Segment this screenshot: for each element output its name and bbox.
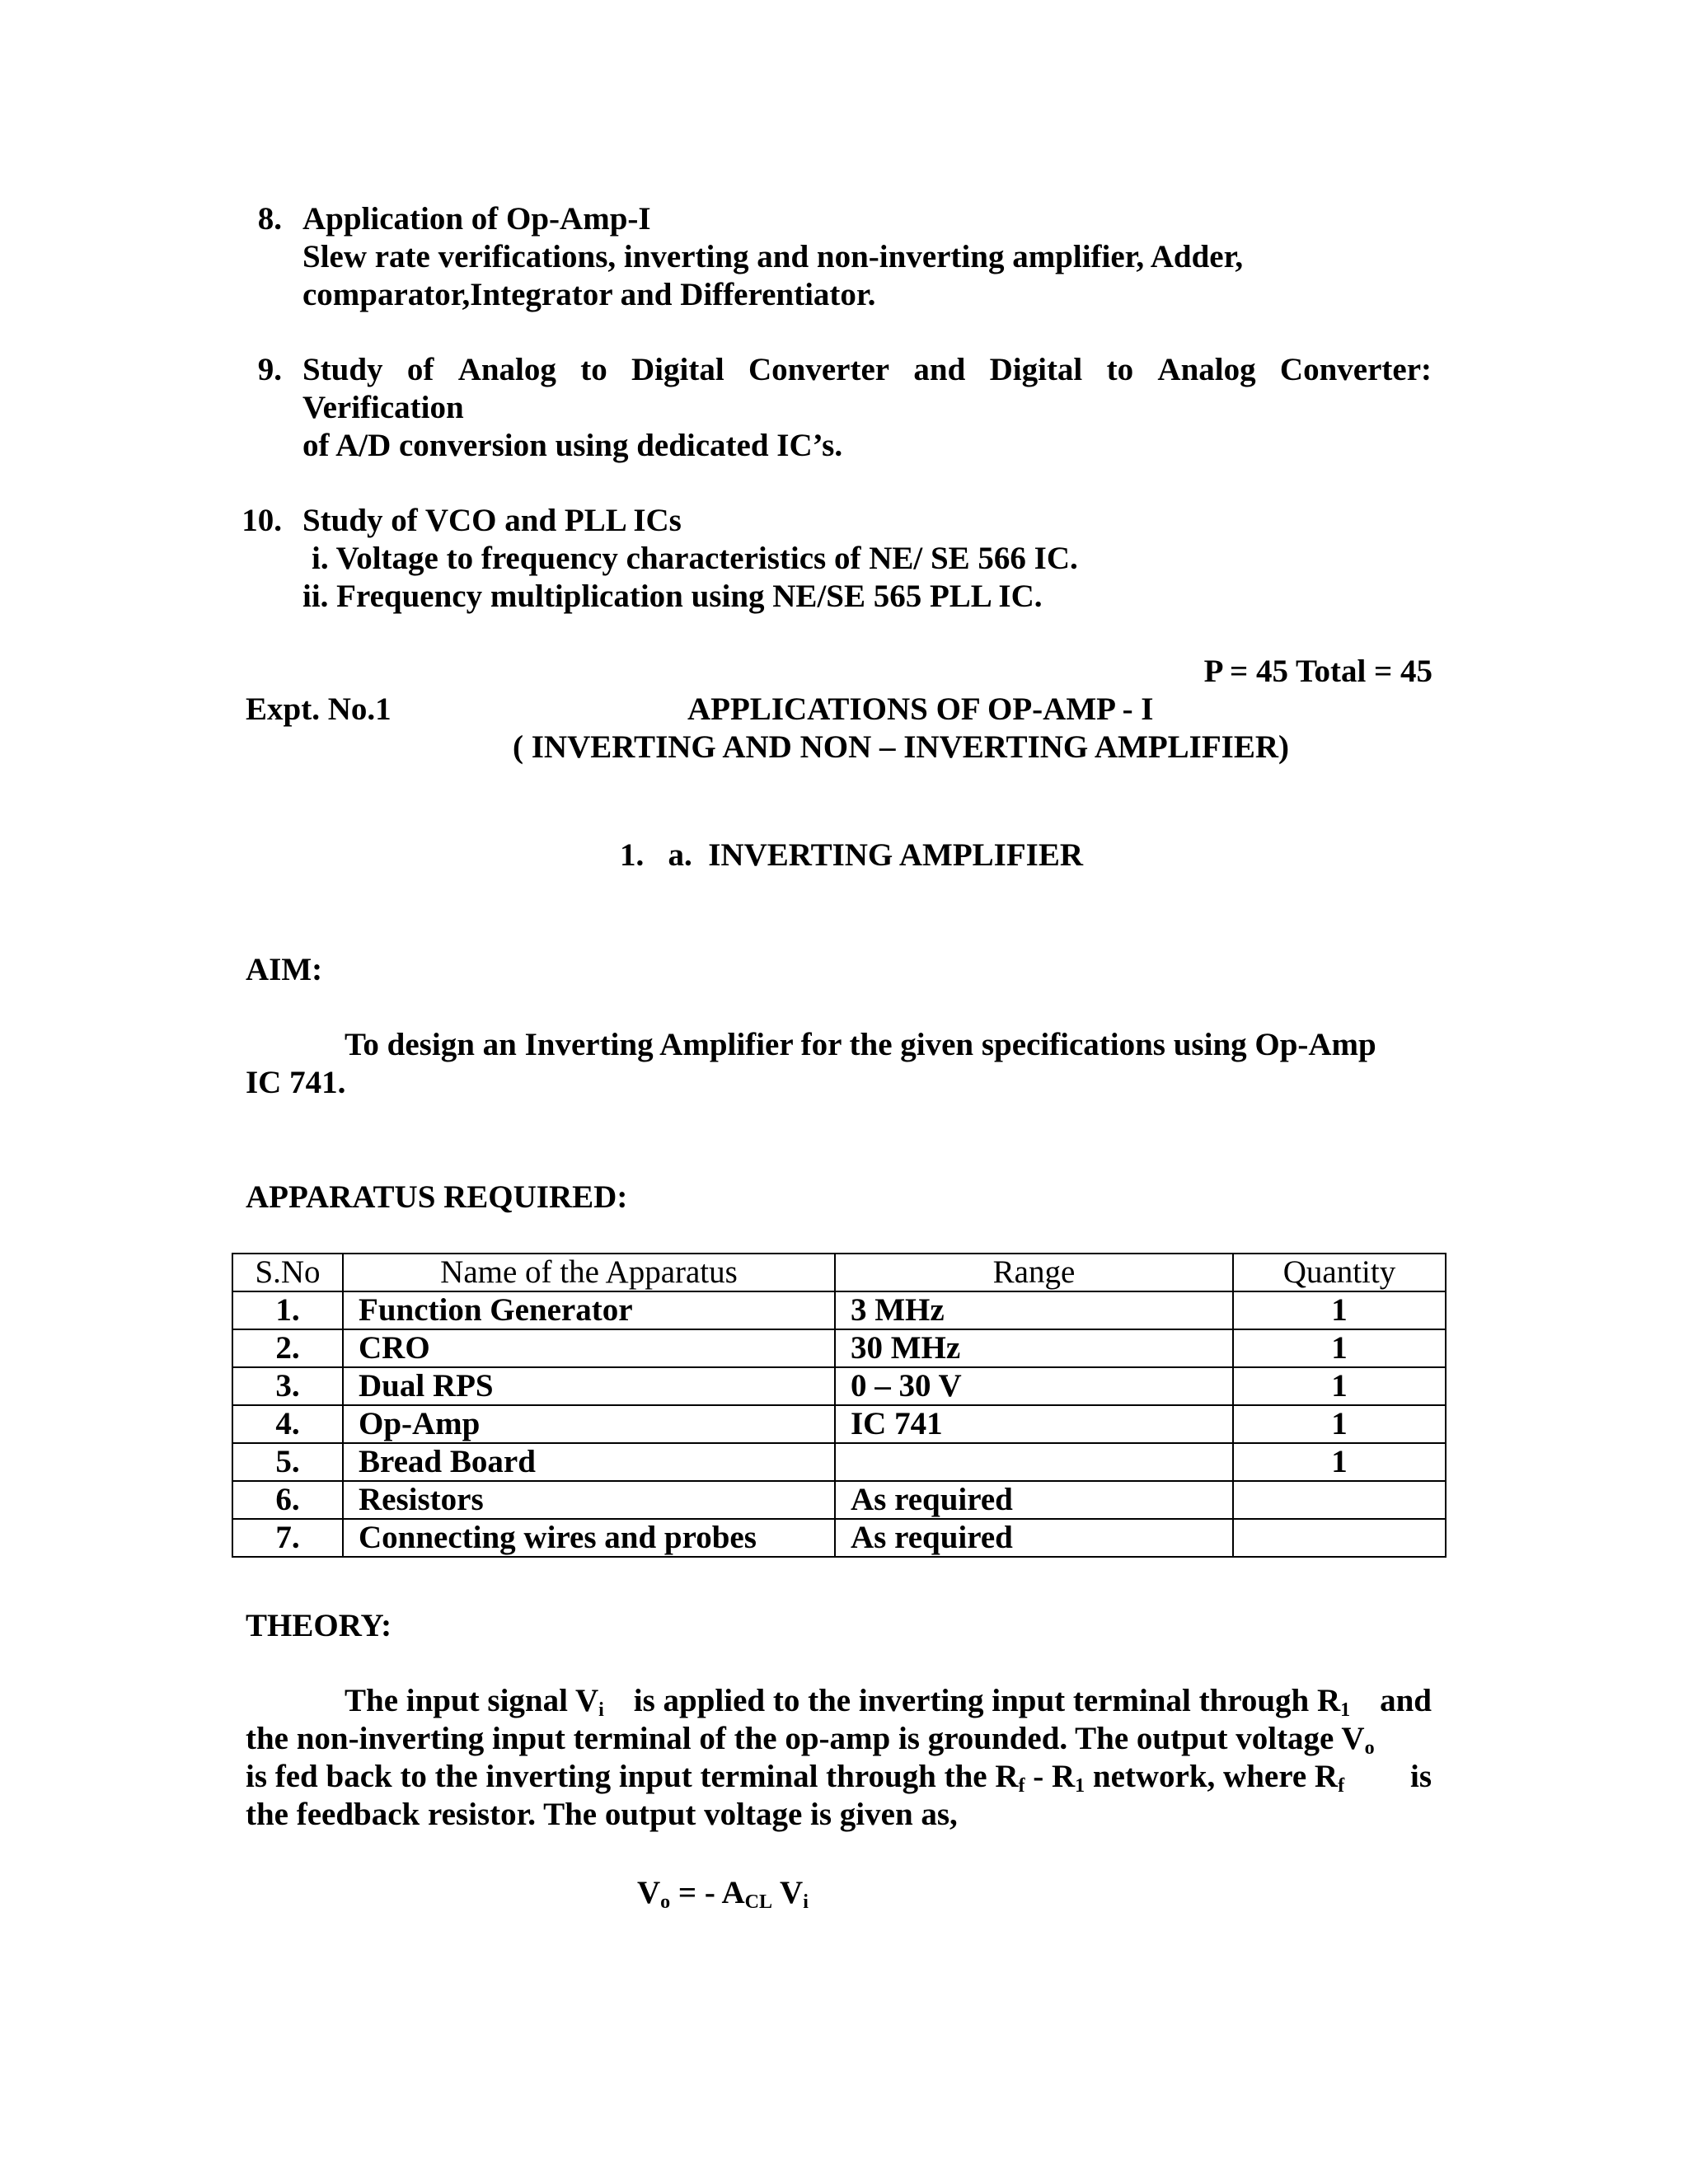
apparatus-table [232,1253,1447,1558]
cell-name: CRO [343,1329,835,1367]
item-10-title: Study of VCO and PLL ICs [302,503,682,538]
item-9-word: Analog [457,352,556,387]
table-row [232,1291,1446,1329]
cell-quantity: 1 [1233,1367,1446,1405]
cell-sno: 7. [232,1519,343,1557]
theory-text: is [1409,1759,1432,1794]
cell-range: As required [835,1481,1233,1519]
table-row [232,1367,1446,1405]
theory-line-1 [345,1682,1432,1720]
output-voltage-formula: $V_o$ = - $A_{CL}$ $V_i$ [637,1875,809,1913]
item-9-word: of [406,352,434,387]
cell-name: Op-Amp [343,1405,835,1443]
experiment-subtitle: ( INVERTING AND NON – INVERTING AMPLIFIER) [513,729,1289,765]
item-9-word: Study [302,352,383,387]
item-9-word: and [913,352,966,387]
table-row [232,1329,1446,1367]
table-row [232,1519,1446,1557]
cell-name: Dual RPS [343,1367,835,1405]
cell-range: 0 – 30 V [835,1367,1233,1405]
cell-range: 3 MHz [835,1291,1233,1329]
item-8-line-1: Slew rate verifications, inverting and non-inverting amplifier, Adder, [302,239,1244,274]
theory-text: is applied to the inverting input terminal through $R_1$ [633,1683,1351,1721]
cell-range: 30 MHz [835,1329,1233,1367]
item-9-line-2: Verification [302,390,464,425]
section-heading: 1. a. INVERTING AMPLIFIER [620,837,1084,873]
item-9-line-3: of A/D conversion using dedicated IC’s. [302,428,843,463]
aim-line-1: To design an Inverting Amplifier for the given specifications using Op-Amp [345,1027,1376,1062]
item-9-word: Digital [989,352,1083,387]
theory-text: and [1380,1683,1432,1718]
item-8-title: Application of Op-Amp-I [302,201,651,237]
cell-sno: 6. [232,1481,343,1519]
item-9-title-line [302,351,1432,389]
cell-range: As required [835,1519,1233,1557]
column-header-sno: S.No [232,1254,343,1291]
theory-text: is fed back to the inverting input terminal through the $R_f - R_1$ network, where $R_f$ [246,1759,1345,1797]
cell-name: Resistors [343,1481,835,1519]
cell-sno: 5. [232,1443,343,1481]
table-row [232,1443,1446,1481]
hours-totals: P = 45 Total = 45 [1203,654,1432,689]
column-header-name: Name of the Apparatus [343,1254,835,1291]
aim-line-2: IC 741. [246,1065,346,1100]
item-10-number: 10. [241,503,282,538]
table-row [232,1481,1446,1519]
item-10-sub-ii: ii. Frequency multiplication using NE/SE 565 PLL IC. [302,579,1043,614]
item-9-word: to [580,352,607,387]
item-8-number: 8. [257,201,282,237]
theory-line-4: the feedback resistor. The output voltage is given as, [246,1797,958,1832]
cell-quantity [1233,1481,1446,1519]
table-row [232,1405,1446,1443]
cell-quantity: 1 [1233,1329,1446,1367]
cell-sno: 4. [232,1405,343,1443]
cell-range: IC 741 [835,1405,1233,1443]
aim-heading: AIM: [246,952,323,987]
column-header-range: Range [835,1254,1233,1291]
cell-sno: 3. [232,1367,343,1405]
theory-text: The input signal $V_i$ [345,1683,604,1721]
experiment-number: Expt. No.1 [246,691,392,727]
item-10-sub-i: i. Voltage to frequency characteristics of NE/ SE 566 IC. [312,541,1078,576]
experiment-title: APPLICATIONS OF OP-AMP - I [687,691,1154,727]
cell-name: Connecting wires and probes [343,1519,835,1557]
table-header-row [232,1254,1446,1291]
apparatus-heading: APPARATUS REQUIRED: [246,1179,628,1215]
cell-sno: 2. [232,1329,343,1367]
theory-line-3 [246,1758,1432,1796]
cell-quantity: 1 [1233,1443,1446,1481]
cell-name: Function Generator [343,1291,835,1329]
cell-quantity [1233,1519,1446,1557]
theory-heading: THEORY: [246,1608,392,1643]
item-9-word: Converter: [1279,352,1432,387]
item-9-word: to [1106,352,1134,387]
item-9-number: 9. [257,352,282,387]
cell-range [835,1443,1233,1481]
cell-name: Bread Board [343,1443,835,1481]
cell-sno: 1. [232,1291,343,1329]
item-9-word: Analog [1157,352,1256,387]
item-9-word: Converter [748,352,890,387]
theory-line-2: the non-inverting input terminal of the op-amp is grounded. The output voltage $V_o$ [246,1721,1375,1759]
item-8-line-2: comparator,Integrator and Differentiator. [302,277,876,312]
cell-quantity: 1 [1233,1405,1446,1443]
column-header-quantity: Quantity [1233,1254,1446,1291]
item-9-word: Digital [631,352,724,387]
cell-quantity: 1 [1233,1291,1446,1329]
